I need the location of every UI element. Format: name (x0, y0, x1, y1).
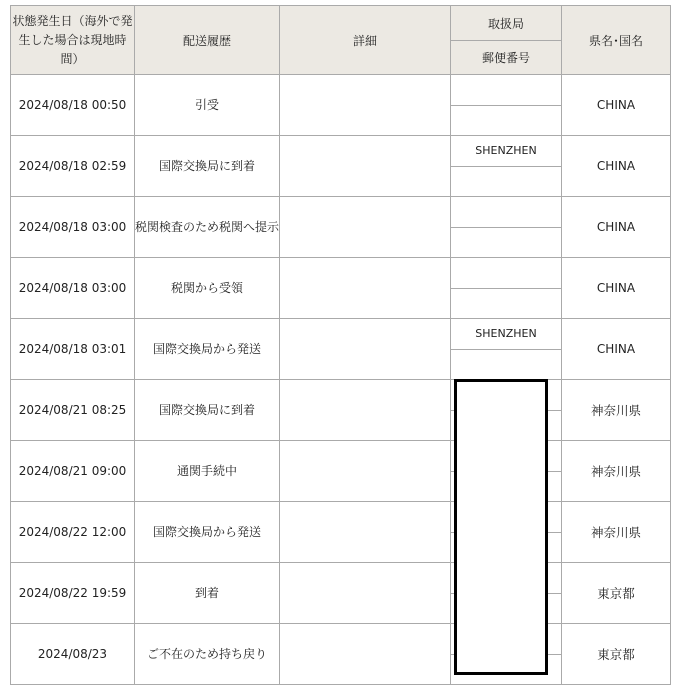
row-date: 2024/08/22 12:00 (11, 502, 135, 563)
row-date: 2024/08/22 19:59 (11, 563, 135, 624)
header-office: 取扱局 (451, 6, 562, 41)
header-postal: 郵便番号 (451, 41, 562, 75)
table-row (11, 197, 671, 258)
table-row (11, 75, 671, 136)
row-postal (451, 289, 561, 319)
row-postal (451, 350, 561, 380)
row-date: 2024/08/18 03:01 (11, 319, 135, 380)
row-office-postal (451, 136, 562, 197)
row-status: 税関検査のため税関へ提示 (135, 197, 280, 258)
row-date: 2024/08/18 00:50 (11, 75, 135, 136)
table-row (11, 319, 671, 380)
row-status: 到着 (135, 563, 280, 624)
row-status: 国際交換局に到着 (135, 380, 280, 441)
row-detail (280, 75, 451, 136)
row-date: 2024/08/21 08:25 (11, 380, 135, 441)
row-detail (280, 502, 451, 563)
row-region: CHINA (562, 319, 671, 380)
table-row (11, 441, 671, 502)
row-postal (451, 106, 561, 136)
row-postal (451, 167, 561, 197)
row-region: CHINA (562, 75, 671, 136)
row-office (451, 197, 561, 228)
row-status: 国際交換局から発送 (135, 502, 280, 563)
row-date: 2024/08/18 03:00 (11, 197, 135, 258)
row-office-postal (451, 75, 562, 136)
tracking-history-table (10, 5, 671, 685)
row-status: 税関から受領 (135, 258, 280, 319)
row-detail (280, 441, 451, 502)
row-postal (451, 228, 561, 258)
row-detail (280, 136, 451, 197)
row-status: 国際交換局から発送 (135, 319, 280, 380)
redaction-box (454, 379, 548, 675)
row-region: CHINA (562, 136, 671, 197)
row-region: 神奈川県 (562, 380, 671, 441)
row-status: ご不在のため持ち戻り (135, 624, 280, 685)
row-date: 2024/08/18 03:00 (11, 258, 135, 319)
row-status: 引受 (135, 75, 280, 136)
row-region: 東京都 (562, 624, 671, 685)
row-detail (280, 380, 451, 441)
header-status: 配送履歴 (135, 6, 280, 75)
table-row (11, 258, 671, 319)
header-detail: 詳細 (280, 6, 451, 75)
row-date: 2024/08/23 (11, 624, 135, 685)
row-office: SHENZHEN (451, 136, 561, 167)
table-row (11, 380, 671, 441)
row-region: 東京都 (562, 563, 671, 624)
table-row (11, 502, 671, 563)
row-office-postal (451, 258, 562, 319)
row-detail (280, 258, 451, 319)
row-date: 2024/08/21 09:00 (11, 441, 135, 502)
header-region: 県名･国名 (562, 6, 671, 75)
header-date: 状態発生日（海外で発生した場合は現地時間） (11, 6, 135, 75)
row-region: CHINA (562, 197, 671, 258)
row-office (451, 258, 561, 289)
row-detail (280, 624, 451, 685)
row-region: CHINA (562, 258, 671, 319)
row-detail (280, 197, 451, 258)
row-region: 神奈川県 (562, 441, 671, 502)
row-detail (280, 319, 451, 380)
table-row (11, 136, 671, 197)
row-office-postal (451, 197, 562, 258)
row-office-postal (451, 319, 562, 380)
row-detail (280, 563, 451, 624)
row-status: 通関手続中 (135, 441, 280, 502)
row-status: 国際交換局に到着 (135, 136, 280, 197)
row-date: 2024/08/18 02:59 (11, 136, 135, 197)
row-office: SHENZHEN (451, 319, 561, 350)
row-region: 神奈川県 (562, 502, 671, 563)
row-office (451, 75, 561, 106)
table-row (11, 624, 671, 685)
table-row (11, 563, 671, 624)
